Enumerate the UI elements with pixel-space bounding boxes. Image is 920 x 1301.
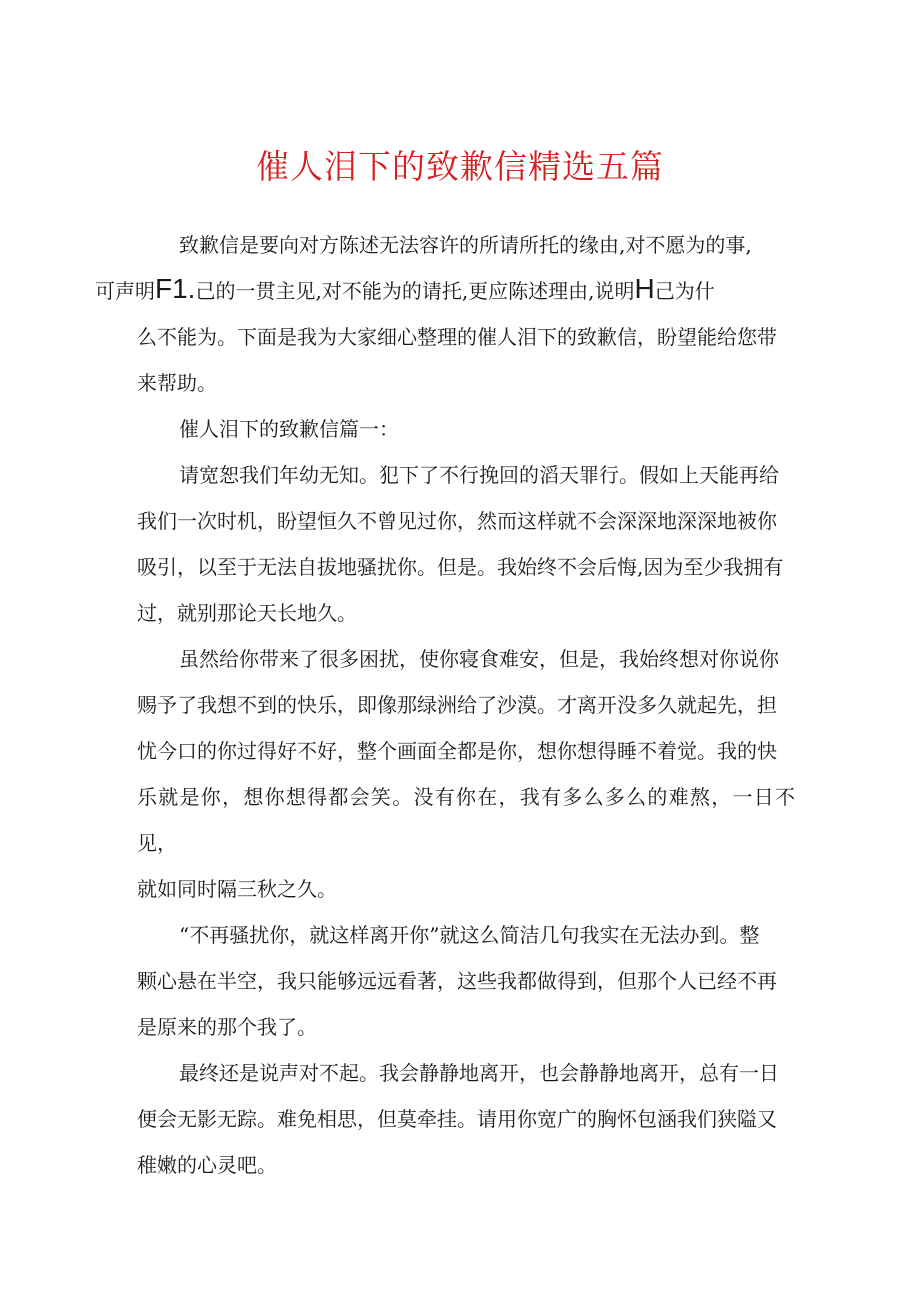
document-body [95, 222, 795, 1188]
paragraph-4-line: 稚嫩的心灵吧。 [137, 1153, 277, 1177]
intro-paragraph [95, 222, 795, 406]
paragraph-2-line: 乐就是你，想你想得都会笑。没有你在，我有多么多么的难熬，一日不见， [137, 785, 795, 855]
paragraph-2-line: 赐予了我想不到的快乐，即像那绿洲给了沙漠。才离开没多久就起先，担 [137, 693, 777, 717]
intro-big-glyph-2: H [634, 273, 655, 304]
paragraph-3-line: “不再骚扰你，就这样离开你”就这么简洁几句我实在无法办到。整 [179, 923, 760, 947]
paragraph-1-line: 过，就别那论天长地久。 [137, 601, 357, 625]
intro-line-3: 么不能为。下面是我为大家细心整理的催人泪下的致歉信，盼望能给您带 [137, 325, 777, 349]
paragraph-3 [137, 912, 795, 1050]
intro-line-1: 致歉信是要向对方陈述无法容许的所请所托的缘由,对不愿为的事, [179, 233, 752, 257]
intro-line-4: 来帮助。 [137, 371, 217, 395]
paragraph-2-line: 忧今口的你过得好不好，整个画面全都是你，想你想得睡不着觉。我的快 [137, 739, 777, 763]
intro-line-2b: 己的一贯主见,对不能为的请托,更应陈述理由,说明 [195, 279, 635, 303]
document-title: 催人泪下的致歉信精选五篇 [256, 147, 664, 186]
paragraph-2-line: 虽然给你带来了很多困扰，使你寝食难安，但是，我始终想对你说你 [179, 647, 779, 671]
paragraph-4-line: 最终还是说声对不起。我会静静地离开，也会静静地离开，总有一日 [179, 1061, 779, 1085]
paragraph-1-line: 吸引，以至于无法自拔地骚扰你。但是。我始终不会后悔,因为至少我拥有 [137, 555, 784, 579]
intro-line-2a: 可声明 [95, 279, 155, 303]
paragraph-4 [137, 1050, 795, 1188]
paragraph-1-line: 我们一次时机，盼望恒久不曾见过你，然而这样就不会深深地深深地被你 [137, 509, 777, 533]
paragraph-3-line: 颗心悬在半空，我只能够远远看著，这些我都做得到，但那个人已经不再 [137, 969, 777, 993]
paragraph-1 [137, 452, 795, 636]
paragraph-2-line: 就如同时隔三秋之久。 [137, 877, 337, 901]
paragraph-2 [137, 636, 795, 912]
section-heading: 催人泪下的致歉信篇一： [179, 417, 399, 441]
paragraph-1-line: 请宽恕我们年幼无知。犯下了不行挽回的滔天罪行。假如上天能再给 [179, 463, 779, 487]
intro-line-2c: 己为什 [654, 279, 715, 303]
paragraph-3-line: 是原来的那个我了。 [137, 1015, 317, 1039]
intro-big-glyph-1: F1. [155, 273, 196, 304]
paragraph-4-line: 便会无影无踪。难免相思，但莫牵挂。请用你宽广的胸怀包涵我们狭隘又 [137, 1107, 777, 1131]
